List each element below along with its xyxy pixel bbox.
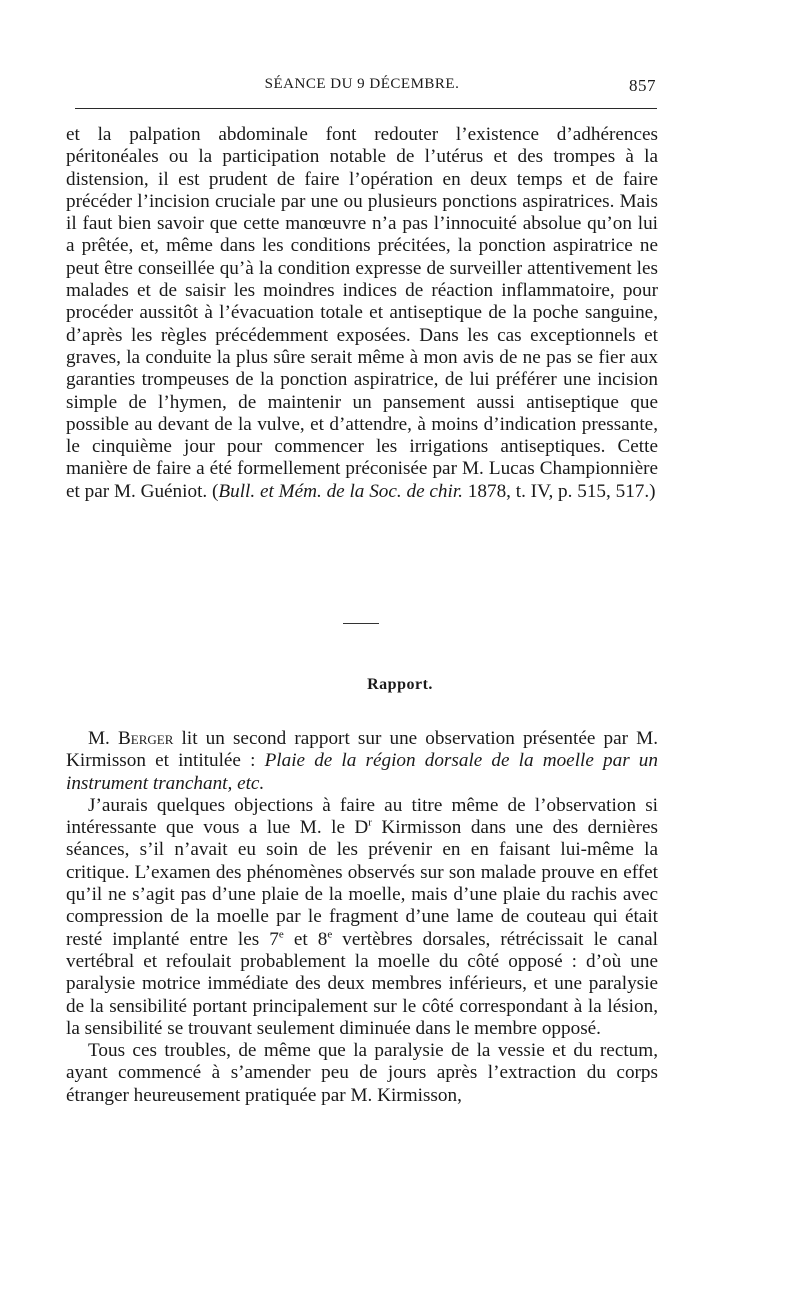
page-number: 857 <box>629 76 656 95</box>
report-paragraph-2 <box>66 795 658 1040</box>
report-paragraph-3: Tous ces troubles, de même que la paralysie de la vessie et du rectum, ayant commencé à s’amender peu de jours après l’extraction du corps étranger heureusement pratiquée par M. Kirmisson, <box>66 1040 658 1106</box>
report-p2-sup-e2: e <box>327 928 333 941</box>
report-p2-c: et 8 <box>283 928 328 950</box>
report-p2-sup-r: r <box>368 816 372 829</box>
report-body <box>66 728 658 1107</box>
continuation-text <box>66 124 658 503</box>
citation-journal: Bull. et Mém. de la Soc. de chir. <box>218 480 463 502</box>
running-title: SÉANCE DU 9 DÉCEMBRE. <box>264 76 460 92</box>
report-paragraph-1 <box>66 728 658 795</box>
continuation-body: et la palpation abdominale font redouter l’existence d’adhérences péritonéales ou la participation notable de l’utérus et des trompes à la distension, il est prudent de faire l’opération en deux temps et de faire précéder l’incision cruciale par une ou plusieurs ponctions aspiratrices. Mais il faut bien savoir que cette manœuvre n’a pas l’innocuité absolue qu’on lui a prêtée, et, même dans les conditions précitées, la ponction aspiratrice ne peut être conseillée qu’à la condition expresse de surveiller attentivement les malades et de saisir les moindres indices de réaction inflammatoire, pour procéder aussitôt à l’évacuation totale et antiseptique de la poche sanguine, d’après les règles précédemment exposées. Dans les cas exceptionnels et graves, la conduite la plus sûre serait même à mon avis de ne pas se fier aux garanties trompeuses de la ponction aspiratrice, de lui préférer une incision simple de l’hymen, de maintenir un pansement aussi antiseptique que possible au devant de la vulve, et d’attendre, à moins d’indication pressante, le cinquième jour pour commencer les irrigations antiseptiques. Cette manière de faire a été formellement préconisée par M. Lucas Championnière et par M. Guéniot. ( <box>66 124 658 502</box>
report-author: Berger <box>117 728 174 749</box>
citation-details: 1878, t. IV, p. 515, 517.) <box>462 480 656 502</box>
report-p2-d: vertèbres dorsales, rétrécissait le canal vertébral et refoulait probablement la moelle du côté opposé : d’où une paralysie motrice immédiate des deux membres inférieurs, et une paralysie de la sensibilité portant principalement sur le côté correspondant à la lésion, la sensibilité se trouvant seulement diminuée dans le membre opposé. <box>66 928 658 1039</box>
continuation-paragraph <box>66 124 658 503</box>
section-heading: Rapport. <box>367 676 433 693</box>
report-p2-sup-e1: e <box>278 928 284 941</box>
observation-title: Plaie de la région dorsale de la moelle par un instrument tranchant, etc. <box>66 750 658 794</box>
header-rule <box>75 108 657 109</box>
report-p2-a: J’aurais quelques objections à faire au titre même de l’observation si intéressante que vous a lue M. le D <box>66 794 658 839</box>
report-p1-m: M. <box>88 728 118 749</box>
report-p1-mid: lit un second rapport sur une observation présentée par M. Kirmisson et intitulée : <box>66 728 658 772</box>
running-head <box>68 76 656 100</box>
report-p2-b: Kirmisson dans une des dernières séances, s’il n’avait eu soin de les prévenir en en faisant lui-même la critique. L’examen des phénomènes observés sur son malade prouve en effet qu’il ne s’agit pas d’une plaie de la moelle, mais d’une plaie du rachis avec compression de la moelle par le fragment d’une lame de couteau qui était resté implanté entre les 7 <box>66 817 658 950</box>
section-divider <box>343 623 379 624</box>
